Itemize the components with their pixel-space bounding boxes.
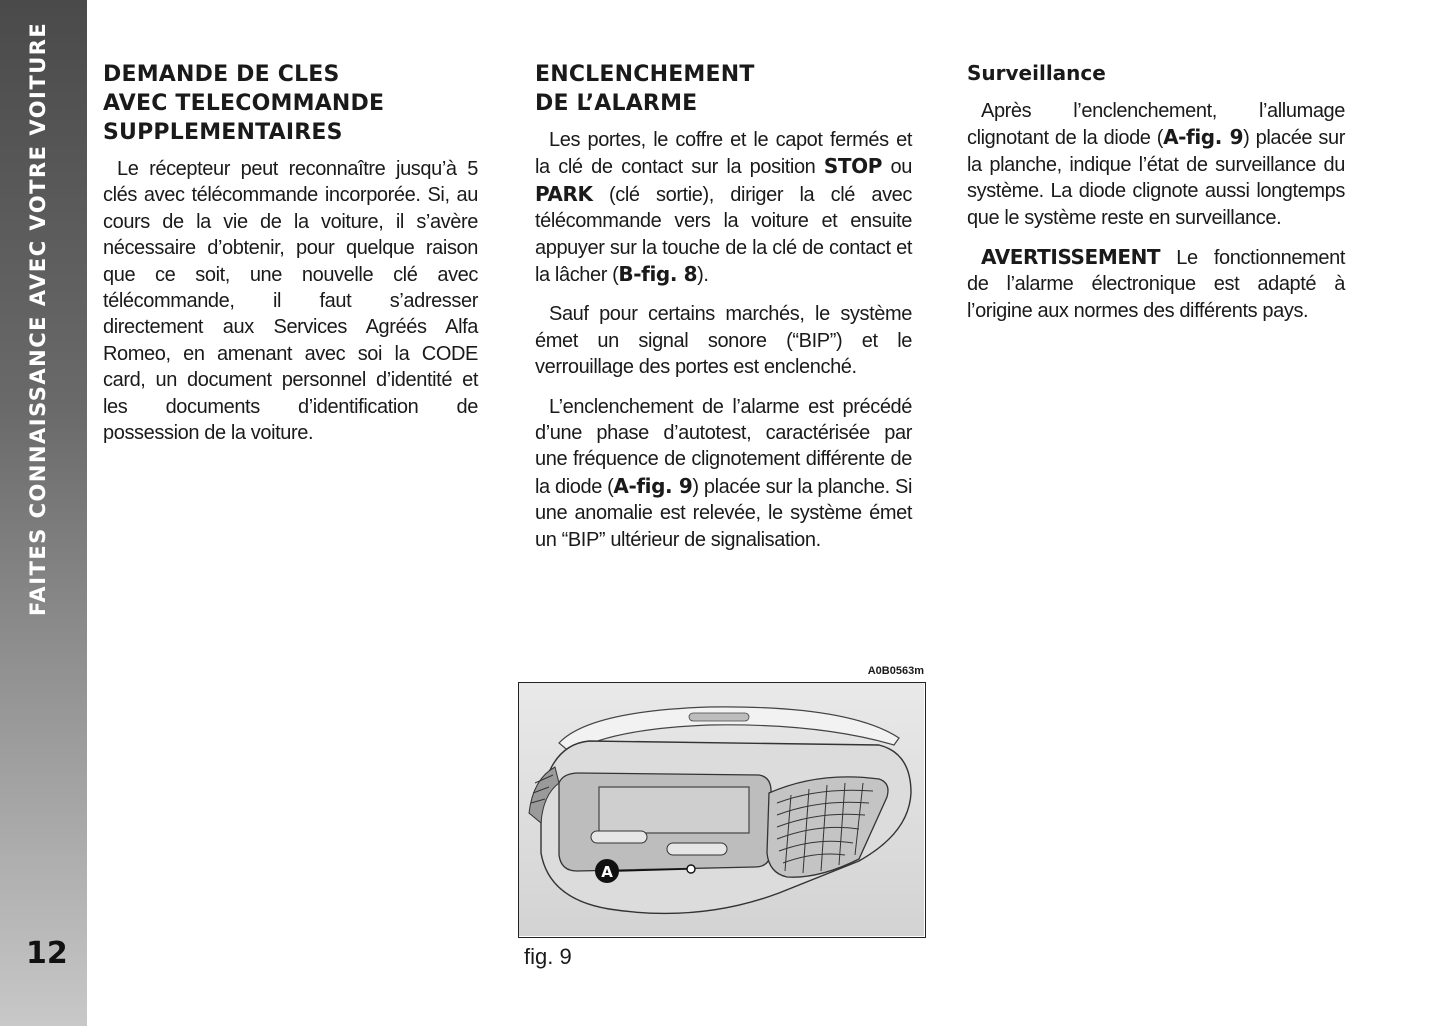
heading-line: AVEC TELECOMMANDE [103, 91, 385, 116]
text-run: Après l’enclenchement, l’allumage clignotant de la diode ( [967, 100, 1345, 150]
figure-code: A0B0563m [867, 665, 924, 677]
text-run: ou [882, 156, 912, 179]
text-run: Le fonctionnement de l’alarme électronique est adapté à l’origine aux normes des différents pays. [967, 247, 1345, 322]
text-run: ). [697, 264, 709, 287]
dashboard-drawing [519, 683, 924, 936]
heading-additional-keys [103, 60, 478, 147]
paragraph-autotest [535, 394, 912, 553]
callout-label: A [601, 863, 613, 881]
text-run: ) placée sur la planche. Si une anomalie est relevée, le système émet un “BIP” ultérieur de signalisation. [535, 475, 913, 551]
figure-ref: A-fig. 9 [613, 473, 693, 498]
side-band [0, 0, 87, 1026]
section-title: FAITES CONNAISSANCE AVEC VOTRE VOITURE [26, 21, 50, 616]
column-surveillance [967, 60, 1345, 337]
page-number: 12 [26, 936, 68, 971]
warning-label: AVERTISSEMENT [981, 245, 1161, 270]
heading-surveillance: Surveillance [967, 61, 1106, 85]
figure-ref: A-fig. 9 [1163, 125, 1244, 150]
text-run: Les portes, le coffre et le capot fermés et la clé de contact sur la position [535, 129, 912, 179]
heading-line: DEMANDE DE CLES [103, 62, 340, 87]
figure-dashboard-illustration [518, 682, 926, 938]
column-keys [103, 60, 478, 459]
figure-caption: fig. 9 [524, 944, 572, 969]
text-run: (clé sortie), diriger la clé avec télécommande vers la voiture et ensuite appuyer sur la touche de la clé de contact et la lâcher ( [535, 183, 912, 287]
paragraph-surveillance [967, 98, 1345, 231]
heading-line: SUPPLEMENTAIRES [103, 120, 343, 145]
text-run: ) placée sur la planche, indique l’état de surveillance du système. La diode clignote aussi longtemps que le système reste en surveillance. [967, 127, 1345, 229]
keyword-park: PARK [535, 181, 593, 206]
heading-alarm-arming [535, 60, 912, 118]
heading-line: ENCLENCHEMENT [535, 62, 755, 87]
text-run: L’enclenchement de l’alarme est précédé d’une phase d’autotest, caractérisée par une fréquence de clignotement différente de la diode ( [535, 395, 912, 498]
keyword-stop: STOP [823, 154, 883, 179]
heading-line: DE L’ALARME [535, 91, 698, 116]
figure-ref: B-fig. 8 [618, 262, 698, 287]
column-alarm-arming [535, 60, 912, 566]
paragraph-beep: Sauf pour certains marchés, le système émet un signal sonore (“BIP”) et le verrouillage des portes est enclenché. [535, 303, 912, 379]
paragraph-arming-procedure [535, 127, 912, 288]
paragraph-warning [967, 244, 1345, 324]
paragraph-keys: Le récepteur peut reconnaître jusqu’à 5 clés avec télécommande incorporée. Si, au cours de la vie de la voiture, il s’avère nécessaire d’obtenir, pour quelque raison que ce soit, une nouvelle clé avec télécommande, il faut s’adresser directement aux Services Agréés Alfa Romeo, en amenant avec soi la CODE card, un document personnel d’identité et les documents d’identification de possession de la voiture. [103, 158, 478, 445]
